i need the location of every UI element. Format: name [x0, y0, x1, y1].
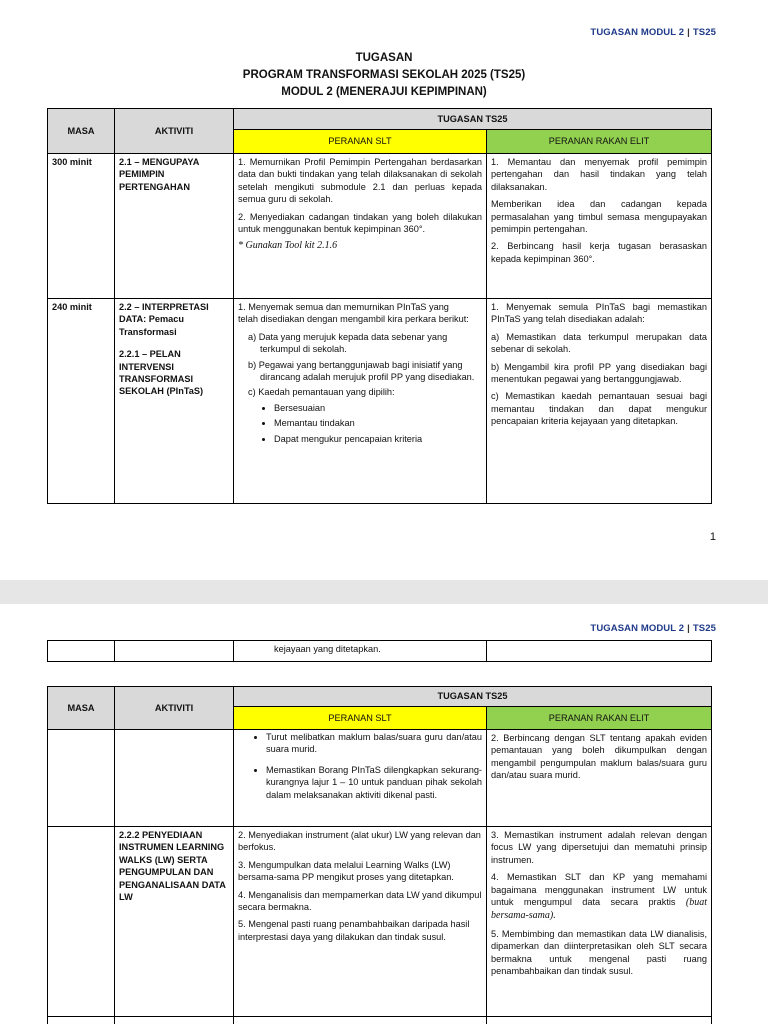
title-line-1: TUGASAN — [355, 52, 413, 64]
table-row — [48, 827, 712, 1017]
slt-point: 3. Mengumpulkan data melalui Learning Walks (LW) bersama-sama PP mengikut proses yang ditetapkan. — [238, 859, 454, 883]
header-peranan-rakan: PERANAN RAKAN ELIT — [487, 707, 712, 730]
slt-cell — [234, 299, 487, 504]
aktiviti-title: 2.2 – INTERPRETASI DATA: Pemacu Transformasi — [119, 302, 209, 337]
list-item: • Dapat mengukur pencapaian kriteria — [274, 433, 482, 445]
continuation-table — [47, 640, 712, 662]
header-tugasan: TUGASAN TS25 — [234, 687, 712, 707]
header-module: TUGASAN MODUL 2 — [590, 27, 685, 38]
slt-bullet-list — [238, 402, 482, 445]
aktiviti-cell: 2.1 – MENGUPAYA PEMIMPIN PERTENGAHAN — [115, 154, 234, 299]
slt-note: * Gunakan Tool kit 2.1.6 — [238, 240, 338, 252]
rakan-point: 1. Memantau dan menyemak profil pemimpin pertengahan dan hasil tindakan yang telah dilaksanakan. — [491, 157, 708, 192]
running-header: TUGASAN MODUL 2 | TS25 — [590, 623, 716, 634]
aktiviti-subtitle: 2.2.1 – PELAN INTERVENSI TRANSFORMASI SEKOLAH (PInTaS) — [119, 349, 204, 397]
slt-intro-cont: telah disediakan dengan mengambil kira perkara berikut: — [238, 314, 469, 325]
header-masa: MASA — [48, 109, 115, 154]
header-code: TS25 — [692, 623, 716, 634]
rakan-point: Memberikan idea dan cadangan kepada permasalahan yang timbul semasa mengupayakan pemimpin pertengahan. — [491, 199, 708, 235]
header-aktiviti: AKTIVITI — [115, 687, 234, 730]
rakan-point: a) Memastikan data terkumpul merupakan data sebenar di sekolah. — [491, 331, 708, 355]
rakan-cell — [487, 299, 712, 504]
header-peranan-rakan: PERANAN RAKAN ELIT — [487, 130, 712, 154]
page-number: 1 — [709, 531, 716, 543]
list-item: c) Kaedah pemantauan yang dipilih: — [248, 387, 395, 398]
masa-cell: 240 minit — [48, 299, 115, 504]
slt-point: 5. Mengenal pasti ruang penambahbaikan daripada hasil interprestasi daya yang dilakukan dan tindak susul. — [238, 919, 470, 942]
header-tugasan: TUGASAN TS25 — [234, 109, 712, 130]
rakan-note: (buat bersama-sama). — [491, 897, 708, 922]
running-header: TUGASAN MODUL 2 | TS25 — [590, 27, 716, 38]
rakan-point: c) Memastikan kaedah pemantauan sesuai bagi memantau tindakan dan dapat mengukur pencapaian kriteria kejayaan yang ditetapkan. — [491, 391, 708, 427]
list-item: b) Pegawai yang bertanggunjawab bagi inisiatif yang dirancang adalah merujuk profil PP yang disediakan. — [248, 359, 475, 383]
slt-intro: 1. Menyemak semua dan memurnikan PInTaS yang — [238, 302, 449, 312]
slt-cell — [234, 730, 487, 827]
table-row — [48, 1017, 712, 1024]
slt-cell — [234, 154, 487, 299]
rakan-point: 5. Membimbing dan memastikan data LW dianalisis, dipamerkan dan diinterpretasikan oleh SLT secara bermakna untuk mengenal pasti ruang penambahbaikan dan tindak susul. — [491, 928, 708, 977]
list-item: • Turut melibatkan maklum balas/suara guru dan/atau suara murid. — [266, 731, 482, 756]
aktiviti-cell — [115, 299, 234, 504]
rakan-point: 2. Berbincang hasil kerja tugasan berasaskan kepada kepimpinan 360°. — [491, 241, 708, 264]
document-page-2 — [0, 604, 768, 1024]
header-peranan-slt: PERANAN SLT — [234, 130, 487, 154]
slt-point: 4. Menganalisis dan mempamerkan data LW yand dikumpul secara bermakna. — [238, 889, 482, 913]
header-module: TUGASAN MODUL 2 — [590, 623, 685, 634]
document-title-block — [0, 50, 768, 101]
header-code: TS25 — [692, 27, 716, 38]
rakan-cell — [487, 827, 712, 1017]
table-row — [48, 641, 712, 662]
slt-point: 1. Memurnikan Profil Pemimpin Pertengahan berdasarkan data dan bukti tindakan yang telah dilaksanakan di sekolah setelah mengikuti submodule 2.1 dan perluas kepada semua guru di sekolah. — [238, 157, 482, 205]
task-table — [47, 108, 712, 504]
list-item: • Memastikan Borang PInTaS dilengkapkan sekurang-kurangnya lajur 1 – 10 untuk panduan pihak sekolah dalam melaksanakan aktiviti dikenal pasti. — [266, 764, 482, 801]
rakan-intro: 1. Menyemak semula PInTaS bagi memastikan PInTaS yang telah disediakan adalah: — [491, 302, 708, 325]
table-row — [48, 154, 712, 299]
header-aktiviti: AKTIVITI — [115, 109, 234, 154]
masa-cell: 300 minit — [48, 154, 115, 299]
rakan-point: 4. Memastikan SLT dan KP yang memahami bagaimana menggunakan instrument LW untuk untuk mengumpul data secara praktis (buat bersama-sama). — [491, 872, 708, 922]
table-row — [48, 299, 712, 504]
slt-point: 2. Menyediakan cadangan tindakan yang boleh dilakukan untuk menggunakan bentuk kepimpinan 360°. — [238, 211, 482, 235]
table-row — [48, 730, 712, 827]
continuation-text: kejayaan yang ditetapkan. — [234, 641, 487, 662]
list-item: a) Data yang merujuk kepada data sebenar yang terkumpul di sekolah. — [248, 331, 448, 355]
header-masa: MASA — [48, 687, 115, 730]
rakan-point: b) Mengambil kira profil PP yang disediakan bagi menentukan pegawai yang bertanggungjawab. — [491, 361, 708, 385]
slt-point: 2. Menyediakan instrument (alat ukur) LW yang relevan dan berfokus. — [238, 830, 481, 853]
slt-bullet-list — [238, 731, 482, 801]
title-line-2: PROGRAM TRANSFORMASI SEKOLAH 2025 (TS25) — [242, 69, 526, 81]
rakan-cell — [487, 154, 712, 299]
slt-criteria-list — [238, 331, 482, 399]
header-peranan-slt: PERANAN SLT — [234, 707, 487, 730]
rakan-cell: 2. Berbincang dengan SLT tentang apakah eviden pemantauan yang boleh dikumpulkan dengan mengambil pengumpulan maklum balas/suara guru dan/atau suara murid. — [487, 730, 712, 827]
list-item: • Memantau tindakan — [274, 417, 482, 429]
list-item: • Bersesuaian — [274, 402, 482, 414]
task-table — [47, 686, 712, 1024]
slt-cell — [234, 827, 487, 1017]
aktiviti-cell: 2.2.2 PENYEDIAAN INSTRUMEN LEARNING WALKS (LW) SERTA PENGUMPULAN DAN PENGANALISAAN DATA LW — [115, 827, 234, 1017]
title-line-3: MODUL 2 (MENERAJUI KEPIMPINAN) — [281, 86, 487, 98]
rakan-point: 3. Memastikan instrument adalah relevan dengan focus LW yang dipersetujui dan mematuhi prinsip instrumen. — [491, 830, 708, 865]
